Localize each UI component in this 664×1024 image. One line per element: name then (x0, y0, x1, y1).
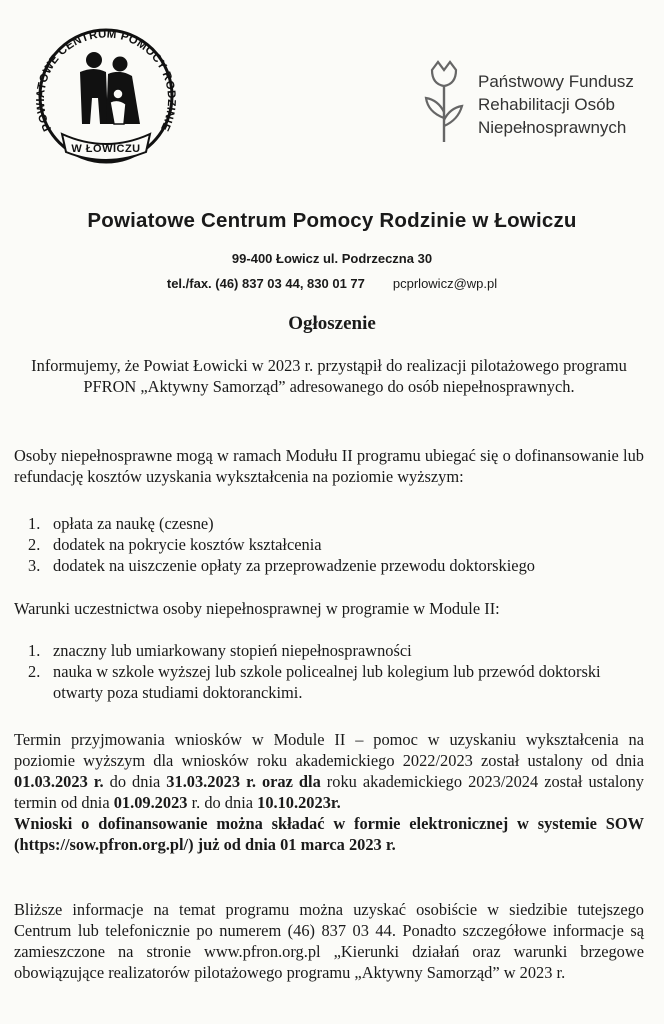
pfron-name (478, 70, 634, 139)
organization-address: 99-400 Łowicz ul. Podrzeczna 30 (231, 251, 433, 266)
date-start-2: 01.09.2023 (113, 793, 188, 812)
phone-fax: tel./fax. (46) 837 03 44, 830 01 77 (166, 276, 365, 291)
pfron-logo (424, 60, 652, 150)
email-address: pcprlowicz@wp.pl (392, 276, 498, 291)
pfron-line-3: Niepełnosprawnych (478, 118, 627, 137)
list-item: 2. dodatek na pokrycie kosztów kształcenia (28, 535, 322, 554)
organization-name: Powiatowe Centrum Pomocy Rodzinie w Łowiczu (87, 209, 577, 232)
pfron-line-2: Rehabilitacji Osób (478, 95, 616, 114)
svg-text:W ŁOWICZU: W ŁOWICZU (71, 143, 141, 155)
organization-contact (0, 276, 664, 291)
module-ii-paragraph: Osoby niepełnosprawne mogą w ramach Modułu II programu ubiegać się o dofinansowanie lub refundację kosztów uzyskania wykształcenia na poziomie wyższym: (14, 446, 644, 486)
date-end: 31.03.2023 r. oraz dla (166, 772, 321, 791)
list-item: 3. dodatek na uiszczenie opłaty za przeprowadzenie przewodu doktorskiego (28, 556, 535, 575)
svg-text:POWIATOWE CENTRUM POMOCY RODZI: POWIATOWE CENTRUM POMOCY RODZINIE (34, 28, 178, 133)
date-end-2: 10.10.2023r. (257, 793, 341, 812)
conditions-paragraph: Warunki uczestnictwa osoby niepełnosprawnej w programie w Module II: (14, 599, 500, 618)
further-info-paragraph: Bliższe informacje na temat programu można uzyskać osobiście w siedzibie tutejszego Centrum lub telefonicznie po numerem (46) 837 03 44. Ponadto szczegółowe informacje są zamieszczone na stronie www.pfron.org.pl „Kierunki działań oraz warunki brzegowe obowiązujące realizatorów pilotażowego programu „Aktywny Samorząd” w 2023 r. (14, 900, 644, 982)
intro-paragraph: Informujemy, że Powiat Łowicki w 2023 r. przystąpił do realizacji pilotażowego programu PFRON „Aktywny Samorząd” adresowanego do osób niepełnosprawnych. (31, 356, 627, 396)
funding-list (14, 513, 644, 576)
announcement-title: Ogłoszenie (288, 313, 376, 334)
tulip-icon (424, 60, 464, 144)
list-item: 1. opłata za naukę (czesne) (28, 514, 214, 533)
conditions-list (14, 640, 644, 703)
pfron-line-1: Państwowy Fundusz (478, 72, 634, 91)
deadline-paragraph: Termin przyjmowania wniosków w Module II – pomoc w uzyskaniu wykształcenia na poziomie wyższym dla wniosków roku akademickiego 2022/2023 został ustalony od dnia 01.03.2023 r. do dnia 31.03.2023 r. oraz dla roku akademickiego 2023/2024 został ustalony termin od dnia 01.09.2023 r. do dnia 10.10.2023r. Wnioski o dofinansowanie można składać w formie elektronicznej w systemie SOW (https://sow.pfron.org.pl/) już od dnia 01 marca 2023 r. (14, 730, 644, 854)
electronic-submission-notice: Wnioski o dofinansowanie można składać w formie elektronicznej w systemie SOW (https://sow.pfron.org.pl/) już od dnia 01 marca 2023 r. (14, 814, 644, 854)
list-item: 2. nauka w szkole wyższej lub szkole policealnej lub kolegium lub przewód doktorski otwarty poza studiami doktoranckimi. (28, 662, 601, 702)
list-item: 1. znaczny lub umiarkowany stopień niepełnosprawności (28, 641, 412, 660)
pcpr-logo (22, 12, 190, 180)
date-start: 01.03.2023 r. (14, 772, 104, 791)
